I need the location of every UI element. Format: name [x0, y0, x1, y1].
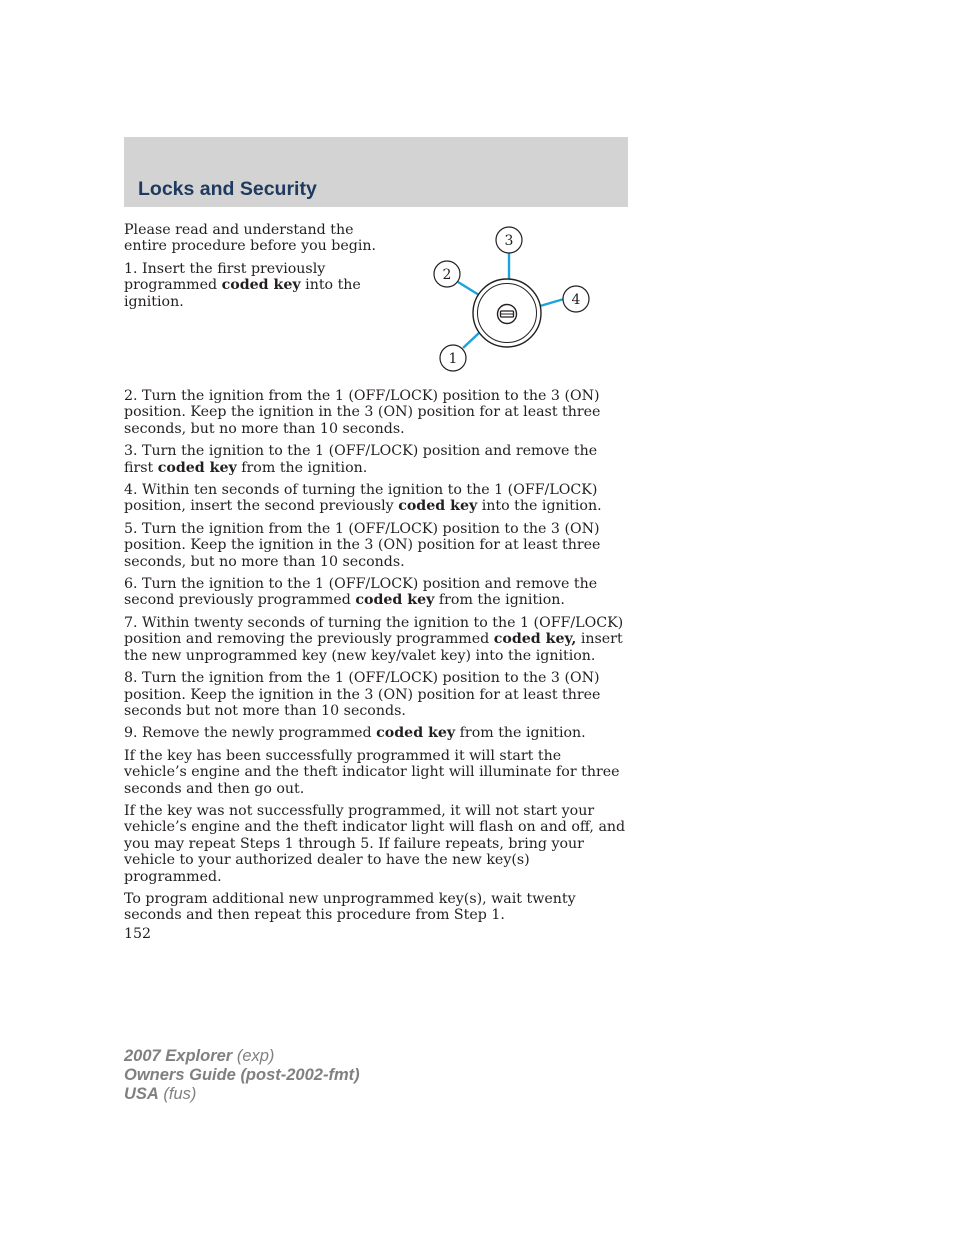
footer-line-model: 2007 Explorer (exp) [124, 1047, 275, 1065]
failure-note: If the key was not successfully programmed, it will not start your vehicle’s engine and the theft indicator light will flash on and off, and you may repeat Steps 1 through 5. If failure repeats, bring your vehicle to your authorized dealer to have the new key(s) programmed. [124, 802, 626, 885]
step-8: 8. Turn the ignition from the 1 (OFF/LOCK) position to the 3 (ON) position. Keep the ignition in the 3 (ON) position for at least three seconds but not more than 10 seconds. [124, 670, 601, 719]
footer-line-market: USA (fus) [124, 1085, 197, 1103]
coded-key-term: coded key [221, 277, 301, 294]
position-label-3: 3 [504, 233, 514, 249]
coded-key-term: coded key [376, 725, 456, 742]
section-header-band [124, 137, 628, 207]
success-note: If the key has been successfully programmed it will start the vehicle’s engine and the theft indicator light will illuminate for three seconds and then go out. [124, 747, 620, 797]
section-title: Locks and Security [138, 178, 317, 200]
coded-key-term: coded key [398, 498, 478, 515]
coded-key-term: coded key [355, 592, 435, 609]
coded-key-term: coded key, [493, 631, 577, 648]
step-2: 2. Turn the ignition from the 1 (OFF/LOCK) position to the 3 (ON) position. Keep the ignition in the 3 (ON) position for at least three seconds, but no more than 10 seconds. [124, 388, 601, 437]
step-6: 6. Turn the ignition to the 1 (OFF/LOCK) position and remove the second previously programmed coded key from the ignition. [124, 576, 598, 609]
step-4: 4. Within ten seconds of turning the ignition to the 1 (OFF/LOCK) position, insert the second previously coded key into the ignition. [124, 482, 602, 515]
procedure-body [124, 388, 628, 930]
step-3: 3. Turn the ignition to the 1 (OFF/LOCK) position and remove the first coded key from the ignition. [124, 443, 598, 476]
page-number: 152 [124, 926, 152, 942]
step-1: 1. Insert the first previously programmed coded key into the ignition. [124, 260, 361, 310]
leader-line-2 [458, 282, 479, 295]
step-9: 9. Remove the newly programmed coded key from the ignition. [124, 725, 586, 742]
leader-line-4 [540, 299, 564, 306]
step-7: 7. Within twenty seconds of turning the ignition to the 1 (OFF/LOCK) position and removing the previously programmed coded key, insert the new unprogrammed key (new key/valet key) into the ignition. [124, 614, 624, 664]
ignition-position-diagram [420, 222, 600, 382]
document-footer [124, 1047, 360, 1104]
position-label-1: 1 [448, 351, 458, 367]
step-5: 5. Turn the ignition from the 1 (OFF/LOCK) position to the 3 (ON) position. Keep the ignition in the 3 (ON) position for at least three seconds, but no more than 10 seconds. [124, 520, 601, 570]
coded-key-term: coded key [157, 459, 237, 476]
leader-line-1 [463, 332, 480, 348]
position-label-4: 4 [571, 292, 581, 308]
position-label-2: 2 [442, 267, 452, 283]
additional-keys-note: To program additional new unprogrammed key(s), wait twenty seconds and then repeat this procedure from Step 1. [124, 890, 576, 924]
intro-column [124, 222, 384, 316]
intro-paragraph: Please read and understand the entire procedure before you begin. [124, 222, 377, 255]
footer-line-guide: Owners Guide (post-2002-fmt) [124, 1066, 360, 1084]
